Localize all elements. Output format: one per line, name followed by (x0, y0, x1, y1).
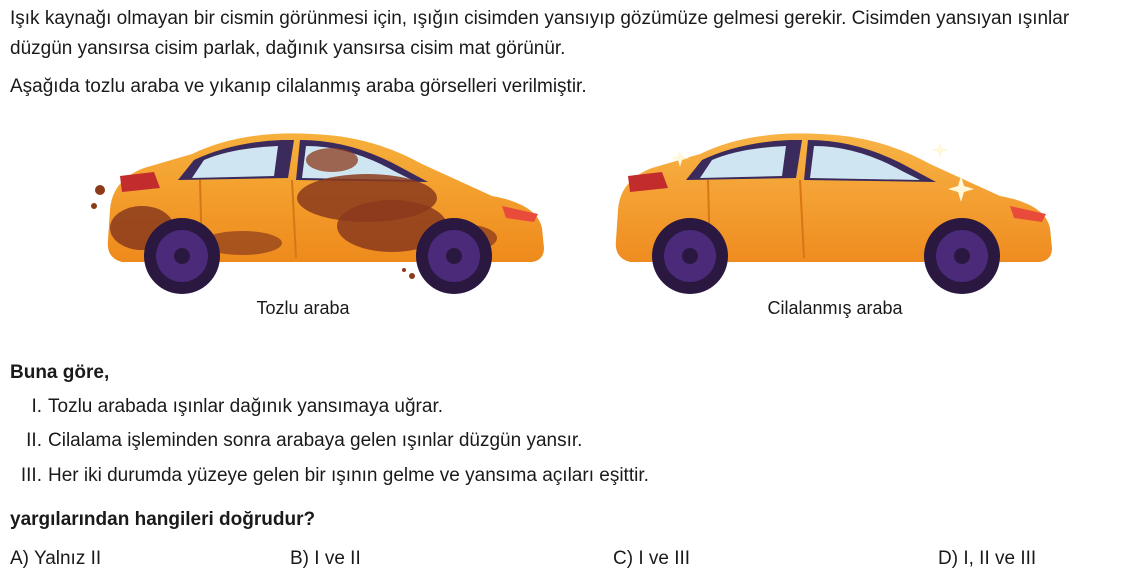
statement-1 (10, 392, 443, 422)
statement-text: Cilalama işleminden sonra arabaya gelen ışınlar düzgün yansır. (48, 430, 583, 451)
option-text: I ve III (638, 548, 691, 569)
statement-3 (10, 461, 649, 491)
option-letter: C) (613, 548, 634, 569)
option-c[interactable] (613, 544, 690, 574)
dusty-car-caption: Tozlu araba (256, 298, 350, 318)
statement-text: Tozlu arabada ışınlar dağınık yansımaya uğrar. (48, 396, 444, 417)
intro-paragraph: Işık kaynağı olmayan bir cismin görünmesi için, ışığın cisimden yansıyıp gözümüze gelmesi gerekir. Cisimden yansıyan ışınlar düzgün yansırsa cisim parlak, dağınık yansırsa cisim mat görünür. (10, 8, 1070, 59)
polished-car-image (608, 118, 1078, 298)
option-b[interactable] (290, 544, 361, 574)
polished-car-caption: Cilalanmış araba (767, 298, 903, 318)
option-letter: B) (290, 548, 309, 569)
option-d[interactable] (938, 544, 1036, 574)
option-a[interactable] (10, 544, 101, 574)
option-text: I ve II (314, 548, 361, 569)
statement-number: I. (31, 396, 42, 417)
option-text: I, II ve III (963, 548, 1037, 569)
statement-text: Her iki durumda yüzeye gelen bir ışının gelme ve yansıma açıları eşittir. (48, 465, 649, 486)
intro-paragraph-2: Aşağıda tozlu araba ve yıkanıp cilalanmış araba görselleri verilmiştir. (10, 76, 587, 97)
option-text: Yalnız II (33, 548, 102, 569)
question-prompt: yargılarından hangileri doğrudur? (10, 509, 316, 530)
statement-number: III. (20, 465, 42, 486)
statement-2 (10, 426, 582, 456)
statement-number: II. (26, 430, 42, 451)
question-lead: Buna göre, (10, 362, 110, 383)
option-letter: A) (10, 548, 29, 569)
dusty-car-image (82, 118, 552, 298)
option-letter: D) (938, 548, 959, 569)
